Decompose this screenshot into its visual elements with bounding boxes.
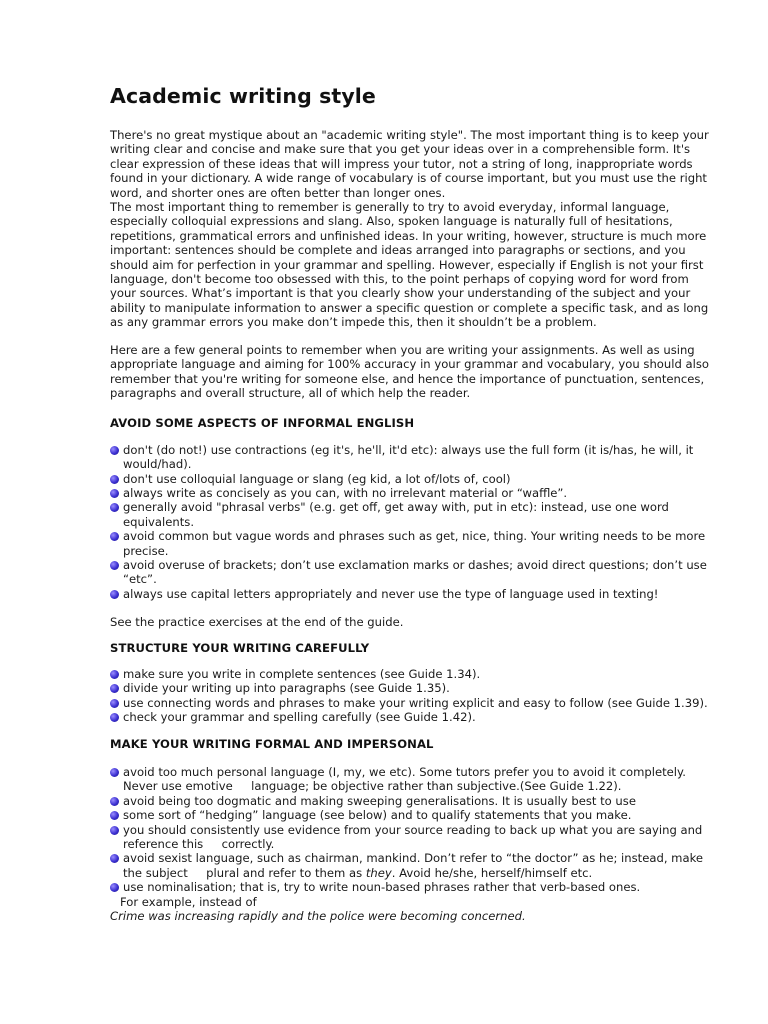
bullet-list-structure: [110, 667, 710, 725]
bullet-icon: [110, 446, 119, 455]
intro-paragraph-2: The most important thing to remember is generally to try to avoid everyday, informal language, especially colloquial expressions and slang. Also, spoken language is naturally full of hesitations, repetitions, grammatical errors and unfinished ideas. In your writing, however, structure is much more important: sentences should be complete and ideas arranged into paragraphs or sections, and you should aim for perfection in your grammar and spelling. However, especially if English is not your first language, don't become too obsessed with this, to the point perhaps of copying word for word from your sources. What’s important is that you clearly show your understanding of the subject and your ability to manipulate information to answer a specific question or complete a specific task, and as long as any grammar errors you make don’t impede this, then it shouldn’t be a problem.: [110, 200, 709, 330]
list-item: avoid too much personal language (I, my, we etc). Some tutors prefer you to avoid it completely. Never use emotive language; be objective rather than subjective.(See Guide 1.22).: [110, 765, 710, 794]
bullet-icon: [110, 475, 119, 484]
bullet-icon: [110, 489, 119, 498]
list-item: some sort of “hedging” language (see below) and to qualify statements that you make.: [110, 808, 710, 822]
list-item: avoid common but vague words and phrases such as get, nice, thing. Your writing needs to be more precise.: [110, 529, 710, 558]
bullet-icon: [110, 503, 119, 512]
list-item: divide your writing up into paragraphs (see Guide 1.35).: [110, 681, 710, 695]
intro-paragraph-3: Here are a few general points to remember when you are writing your assignments. As well as using appropriate language and aiming for 100% accuracy in your grammar and vocabulary, you should also remember that you're writing for someone else, and hence the importance of punctuation, sentences, paragraphs and overall structure, all of which help the reader.: [110, 342, 709, 400]
bullet-icon: [110, 811, 119, 820]
section-heading-formal: MAKE YOUR WRITING FORMAL AND IMPERSONAL: [110, 736, 434, 751]
bullet-list-informal: [110, 443, 710, 601]
list-item: avoid sexist language, such as chairman, mankind. Don’t refer to “the doctor” as he; instead, make the subject plural and refer to them as they. Avoid he/she, herself/himself etc.: [110, 851, 710, 880]
list-item: avoid overuse of brackets; don’t use exclamation marks or dashes; avoid direct questions; don’t use “etc”.: [110, 558, 710, 587]
bullet-icon: [110, 590, 119, 599]
document-page: [110, 84, 710, 924]
list-item: don't use colloquial language or slang (eg kid, a lot of/lots of, cool): [110, 472, 710, 486]
bullet-icon: [110, 826, 119, 835]
bullet-icon: [110, 684, 119, 693]
bullet-list-formal: [110, 765, 710, 895]
page-title: Academic writing style: [110, 84, 376, 108]
list-item: make sure you write in complete sentences (see Guide 1.34).: [110, 667, 710, 681]
practice-note: See the practice exercises at the end of the guide.: [110, 615, 404, 630]
list-item: don't (do not!) use contractions (eg it's, he'll, it'd etc): always use the full form (it is/has, he will, it would/had).: [110, 443, 710, 472]
bullet-icon: [110, 713, 119, 722]
list-item: always write as concisely as you can, with no irrelevant material or “waffle”.: [110, 486, 710, 500]
example-sentence: Crime was increasing rapidly and the police were becoming concerned.: [110, 909, 526, 924]
list-item: you should consistently use evidence from your source reading to back up what you are saying and reference this correctly.: [110, 823, 710, 852]
intro-paragraph-1: There's no great mystique about an "academic writing style". The most important thing is to keep your writing clear and concise and make sure that you get your ideas over in a comprehensible form. It's clear expression of these ideas that will impress your tutor, not a string of long, inappropriate words found in your dictionary. A wide range of vocabulary is of course important, but you must use the right word, and shorter ones are often better than longer ones.: [110, 128, 709, 200]
list-item: avoid being too dogmatic and making sweeping generalisations. It is usually best to use: [110, 794, 710, 808]
bullet-icon: [110, 854, 119, 863]
bullet-icon: [110, 797, 119, 806]
section-heading-structure: STRUCTURE YOUR WRITING CAREFULLY: [110, 640, 370, 655]
bullet-icon: [110, 561, 119, 570]
example-intro: For example, instead of: [120, 894, 257, 909]
list-item: check your grammar and spelling carefully (see Guide 1.42).: [110, 710, 710, 724]
bullet-icon: [110, 699, 119, 708]
list-item: use connecting words and phrases to make your writing explicit and easy to follow (see Guide 1.39).: [110, 696, 710, 710]
list-item: use nominalisation; that is, try to write noun-based phrases rather that verb-based ones.: [110, 880, 710, 894]
bullet-icon: [110, 532, 119, 541]
list-item: generally avoid "phrasal verbs" (e.g. get off, get away with, put in etc): instead, use one word equivalents.: [110, 500, 710, 529]
bullet-icon: [110, 670, 119, 679]
bullet-icon: [110, 883, 119, 892]
bullet-icon: [110, 768, 119, 777]
section-heading-informal: AVOID SOME ASPECTS OF INFORMAL ENGLISH: [110, 416, 415, 431]
list-item: always use capital letters appropriately and never use the type of language used in texting!: [110, 587, 710, 601]
